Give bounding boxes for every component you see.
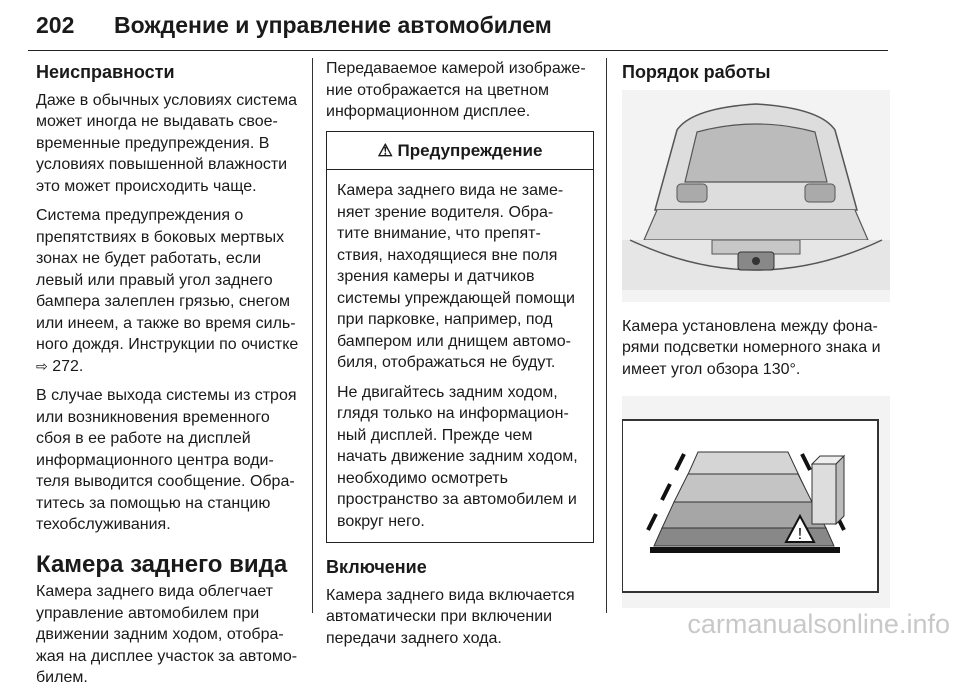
heading-faults: Неисправности	[36, 62, 175, 82]
watermark-logo: carmanualsonline.info	[687, 609, 950, 639]
warning-triangle-icon: ⚠	[377, 140, 393, 160]
page-header	[28, 0, 888, 51]
paragraph: В случае выхода системы из строя или возникновения временного сбоя в ее работе на дисплей информационного центра води-теля выводится сообщение. Обра-титесь за помощью на станцию техобслуживания.	[36, 387, 297, 533]
heading-activation: Включение	[326, 557, 427, 577]
svg-text:!: !	[797, 526, 803, 543]
heading-operation: Порядок работы	[622, 62, 771, 82]
column-middle	[326, 58, 594, 657]
page-reference-link[interactable]: 272.	[52, 357, 84, 375]
camera-display-illustration	[622, 396, 890, 608]
paragraph-text: Система предупреждения о препятствиях в боковых мертвых зонах не будет работать, если левый или правый угол заднего бампера залеплен грязью, снегом или инеем, а также во время силь-ного дождя. Инструкции по очистке	[36, 207, 299, 353]
rear-camera-location-illustration	[622, 90, 890, 302]
display-guidelines-drawing	[622, 396, 890, 608]
warning-box	[326, 131, 594, 544]
column-divider	[312, 58, 313, 613]
column-right	[622, 58, 890, 608]
column-left	[36, 58, 306, 697]
paragraph: Камера установлена между фона-рями подсветки номерного знака и имеет угол обзора 130°.	[622, 317, 881, 378]
warning-header	[327, 132, 593, 171]
page-title: Вождение и управление автомобилем	[114, 12, 552, 38]
page-reference-arrow-icon: ⇨	[36, 357, 48, 374]
paragraph: Передаваемое камерой изображе-ние отображается на цветном информационном дисплее.	[326, 60, 586, 120]
car-rear-drawing	[622, 90, 890, 302]
warning-text: Не двигайтесь задним ходом, глядя только на информацион-ный дисплей. Прежде чем начать движение задним ходом, необходимо осмотреть пространство за автомобилем и вокруг него.	[337, 383, 578, 530]
column-divider	[606, 58, 607, 613]
page-number: 202	[36, 12, 75, 38]
heading-rear-camera: Камера заднего вида	[36, 550, 288, 578]
warning-title: Предупреждение	[397, 140, 543, 160]
paragraph: Камера заднего вида облегчает управление автомобилем при движении задним ходом, отобра-жая на дисплее участок за автомо-билем.	[36, 583, 298, 686]
paragraph: Даже в обычных условиях система может иногда не выдавать свое-временные предупреждения. В условиях повышенной влажности это может происходить чаще.	[36, 91, 298, 195]
paragraph: Камера заднего вида включается автоматически при включении передачи заднего хода.	[326, 586, 575, 647]
warning-text: Камера заднего вида не заме-няет зрение водителя. Обра-тите внимание, что препят-ствия, находящиеся вне поля зрения камеры и датчиков системы упреждающей помощи при парковке, например, под бампером или днищем автомо-биля, отображаться не будут.	[337, 182, 575, 371]
paragraph	[36, 205, 306, 377]
